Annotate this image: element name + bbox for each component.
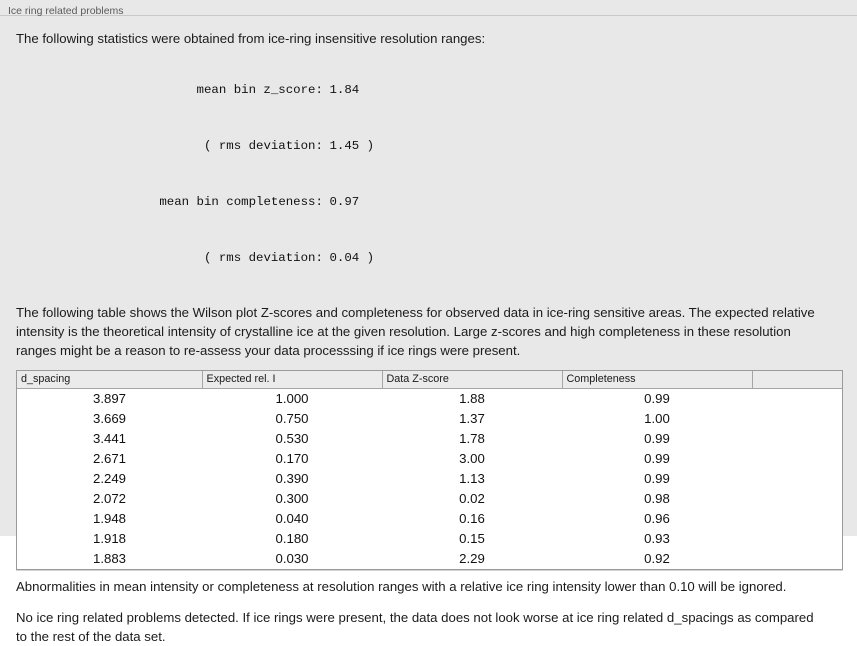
intro-paragraph: The following statistics were obtained from ice-ring insensitive resolution ranges: [16, 31, 486, 46]
cell-completeness: 1.00 [562, 409, 752, 429]
statistics-colon: : [315, 195, 323, 209]
description-paragraph: The following table shows the Wilson plot Z-scores and completeness for observed data in ice-ring sensitive areas. The expected relative intensity is the theoretical intensity of crystalline ice at the given resolution. Large z-scores and high completeness in these resolution ranges might be a reason to re-assess your data processsing if ice rings were present. [16, 305, 815, 358]
cell-data-z-score: 2.29 [382, 549, 562, 569]
cell-d-spacing: 2.249 [17, 469, 202, 489]
cell-data-z-score: 1.13 [382, 469, 562, 489]
cell-data-z-score: 1.37 [382, 409, 562, 429]
cell-filler [752, 529, 842, 549]
statistics-value: 1.84 [329, 83, 360, 98]
statistics-row [56, 119, 843, 175]
cell-data-z-score: 0.02 [382, 489, 562, 509]
table-row[interactable] [17, 489, 842, 509]
cell-expected-rel-i: 0.170 [202, 449, 382, 469]
cell-completeness: 0.96 [562, 509, 752, 529]
conclusion-note: No ice ring related problems detected. If ice rings were present, the data does not look worse at ice ring related d_spacings as compared to the rest of the data set. [16, 609, 814, 644]
statistics-colon: : [315, 83, 323, 98]
statistics-colon: : [315, 250, 323, 265]
cell-completeness: 0.99 [562, 469, 752, 489]
column-header-filler[interactable] [752, 371, 842, 389]
cell-d-spacing: 3.897 [17, 389, 202, 410]
cell-filler [752, 549, 842, 569]
table-row[interactable] [17, 529, 842, 549]
panel-title: Ice ring related problems [8, 5, 124, 17]
cell-d-spacing: 1.918 [17, 529, 202, 549]
statistics-label: ( rms deviation [203, 139, 316, 154]
statistics-label: mean bin completeness [159, 195, 316, 209]
statistics-value: 1.45 ) [329, 139, 375, 154]
cell-d-spacing: 3.669 [17, 409, 202, 429]
table-row[interactable] [17, 469, 842, 489]
statistics-label: mean bin z_score [196, 83, 316, 98]
table-row[interactable] [17, 429, 842, 449]
cell-expected-rel-i: 1.000 [202, 389, 382, 410]
panel-content [0, 16, 857, 646]
panel-titlebar [0, 0, 857, 16]
cell-expected-rel-i: 0.180 [202, 529, 382, 549]
statistics-colon: : [315, 139, 323, 154]
column-header-data-z-score[interactable]: Data Z-score [382, 371, 562, 389]
cell-data-z-score: 1.88 [382, 389, 562, 410]
column-header-d-spacing[interactable]: d_spacing [17, 371, 202, 389]
cell-expected-rel-i: 0.530 [202, 429, 382, 449]
ice-ring-table [17, 371, 842, 569]
cell-expected-rel-i: 0.300 [202, 489, 382, 509]
cell-d-spacing: 3.441 [17, 429, 202, 449]
statistics-row [56, 63, 843, 119]
cell-data-z-score: 1.78 [382, 429, 562, 449]
table-row[interactable] [17, 389, 842, 410]
cell-completeness: 0.92 [562, 549, 752, 569]
cell-completeness: 0.99 [562, 429, 752, 449]
cell-d-spacing: 1.948 [17, 509, 202, 529]
cell-completeness: 0.99 [562, 389, 752, 410]
cell-filler [752, 429, 842, 449]
cell-expected-rel-i: 0.750 [202, 409, 382, 429]
table-body [17, 389, 842, 570]
cell-completeness: 0.93 [562, 529, 752, 549]
cell-filler [752, 409, 842, 429]
cell-d-spacing: 2.671 [17, 449, 202, 469]
cell-expected-rel-i: 0.030 [202, 549, 382, 569]
table-row[interactable] [17, 409, 842, 429]
table-header-row [17, 371, 842, 389]
cell-completeness: 0.99 [562, 449, 752, 469]
cell-data-z-score: 0.15 [382, 529, 562, 549]
cell-expected-rel-i: 0.390 [202, 469, 382, 489]
table-row[interactable] [17, 549, 842, 569]
cell-expected-rel-i: 0.040 [202, 509, 382, 529]
statistics-block [56, 63, 843, 286]
cell-filler [752, 449, 842, 469]
column-header-completeness[interactable]: Completeness [562, 371, 752, 389]
cell-data-z-score: 3.00 [382, 449, 562, 469]
cell-d-spacing: 2.072 [17, 489, 202, 509]
cell-d-spacing: 1.883 [17, 549, 202, 569]
cell-filler [752, 509, 842, 529]
cell-filler [752, 489, 842, 509]
cell-completeness: 0.98 [562, 489, 752, 509]
statistics-row [56, 174, 843, 230]
column-header-expected-rel-i[interactable]: Expected rel. I [202, 371, 382, 389]
table-row[interactable] [17, 449, 842, 469]
cell-data-z-score: 0.16 [382, 509, 562, 529]
statistics-row [56, 230, 843, 286]
ice-ring-table-container [16, 370, 843, 570]
statistics-label: ( rms deviation [203, 250, 316, 265]
abnormalities-note: Abnormalities in mean intensity or completeness at resolution ranges with a relative ice ring intensity lower than 0.10 will be ignored. [16, 579, 787, 595]
statistics-value: 0.97 [329, 195, 360, 209]
cell-filler [752, 469, 842, 489]
statistics-value: 0.04 ) [329, 250, 375, 265]
table-row[interactable] [17, 509, 842, 529]
cell-filler [752, 389, 842, 410]
